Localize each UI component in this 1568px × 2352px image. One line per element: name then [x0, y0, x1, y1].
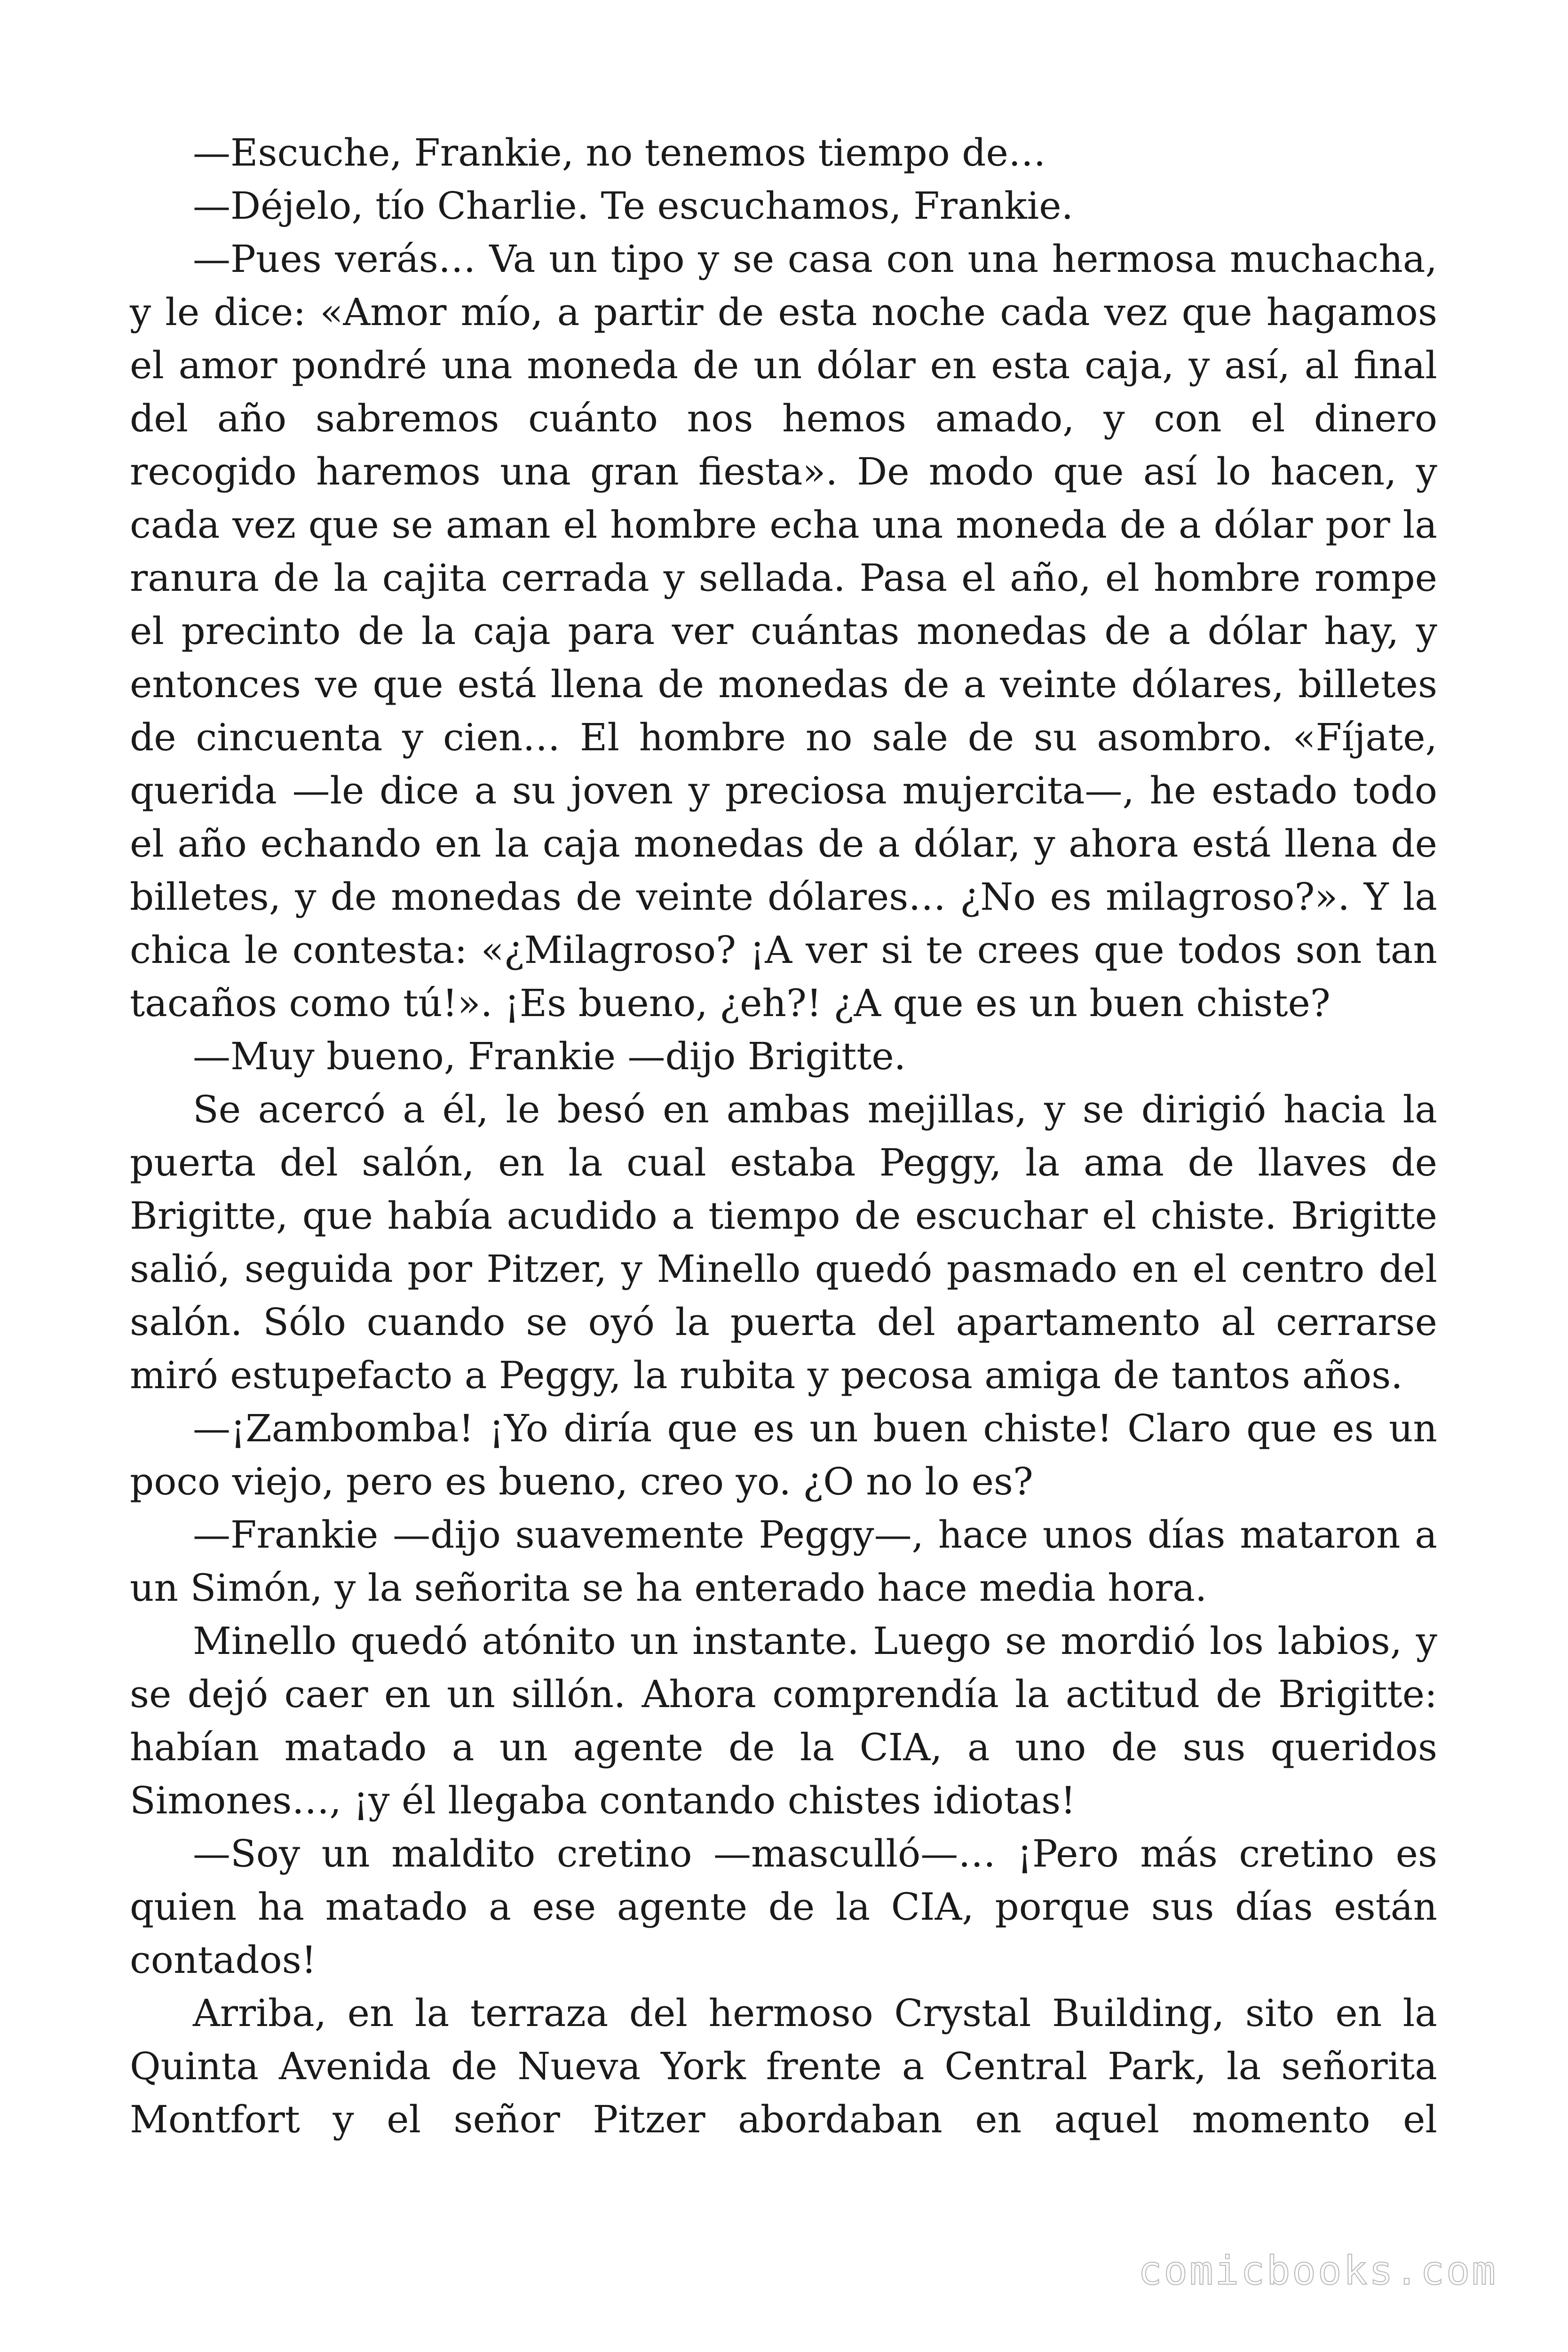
paragraph: Arriba, en la terraza del hermoso Crystal Building, sito en la Quinta Avenida de Nueva York frente a Central Park, la señorita Montfort y el señor Pitzer abordaban en aquel momento el: [130, 1991, 1437, 2141]
paragraph: Se acercó a él, le besó en ambas mejillas, y se dirigió hacia la puerta del salón, en la cual estaba Peggy, la ama de llaves de Brigitte, que había acudido a tiempo de escuchar el chiste. Brigitte salió, seguida por Pitzer, y Minello quedó pasmado en el centro del salón. Sólo cuando se oyó la puerta del apartamento al cerrarse miró estupefacto a Peggy, la rubita y pecosa amiga de tantos años.: [130, 1088, 1437, 1397]
paragraph: —Escuche, Frankie, no tenemos tiempo de…: [193, 131, 1046, 175]
paragraph: —Déjelo, tío Charlie. Te escuchamos, Frankie.: [193, 184, 1074, 228]
paragraph: —Muy bueno, Frankie —dijo Brigitte.: [193, 1034, 906, 1078]
paragraph: Minello quedó atónito un instante. Luego se mordió los labios, y se dejó caer en un sillón. Ahora comprendía la actitud de Brigitte: habían matado a un agente de la CIA, a uno de sus queridos Simones…, ¡y él llegaba contando chistes idiotas!: [130, 1619, 1437, 1822]
paragraph: —Soy un maldito cretino —masculló—… ¡Pero más cretino es quien ha matado a ese agente de la CIA, porque sus días están contados!: [130, 1832, 1437, 1982]
page-body: [130, 126, 1437, 2146]
paragraph: —Pues verás… Va un tipo y se casa con una hermosa muchacha, y le dice: «Amor mío, a partir de esta noche cada vez que hagamos el amor pondré una moneda de un dólar en esta caja, y así, al final del año sabremos cuánto nos hemos amado, y con el dinero recogido haremos una gran fiesta». De modo que así lo hacen, y cada vez que se aman el hombre echa una moneda de a dólar por la ranura de la cajita cerrada y sellada. Pasa el año, el hombre rompe el precinto de la caja para ver cuántas monedas de a dólar hay, y entonces ve que está llena de monedas de a veinte dólares, billetes de cincuenta y cien… El hombre no sale de su asombro. «Fíjate, querida —le dice a su joven y preciosa mujercita—, he estado todo el año echando en la caja monedas de a dólar, y ahora está llena de billetes, y de monedas de veinte dólares… ¿No es milagroso?». Y la chica le contesta: «¿Milagroso? ¡A ver si te crees que todos son tan tacaños como tú!». ¡Es bueno, ¿eh?! ¿A que es un buen chiste?: [130, 237, 1437, 1025]
paragraph: —¡Zambomba! ¡Yo diría que es un buen chiste! Claro que es un poco viejo, pero es bueno, creo yo. ¿O no lo es?: [130, 1406, 1437, 1503]
watermark: comicbooks.com: [1138, 2248, 1497, 2294]
paragraph: —Frankie —dijo suavemente Peggy—, hace unos días mataron a un Simón, y la señorita se ha enterado hace media hora.: [130, 1513, 1437, 1610]
